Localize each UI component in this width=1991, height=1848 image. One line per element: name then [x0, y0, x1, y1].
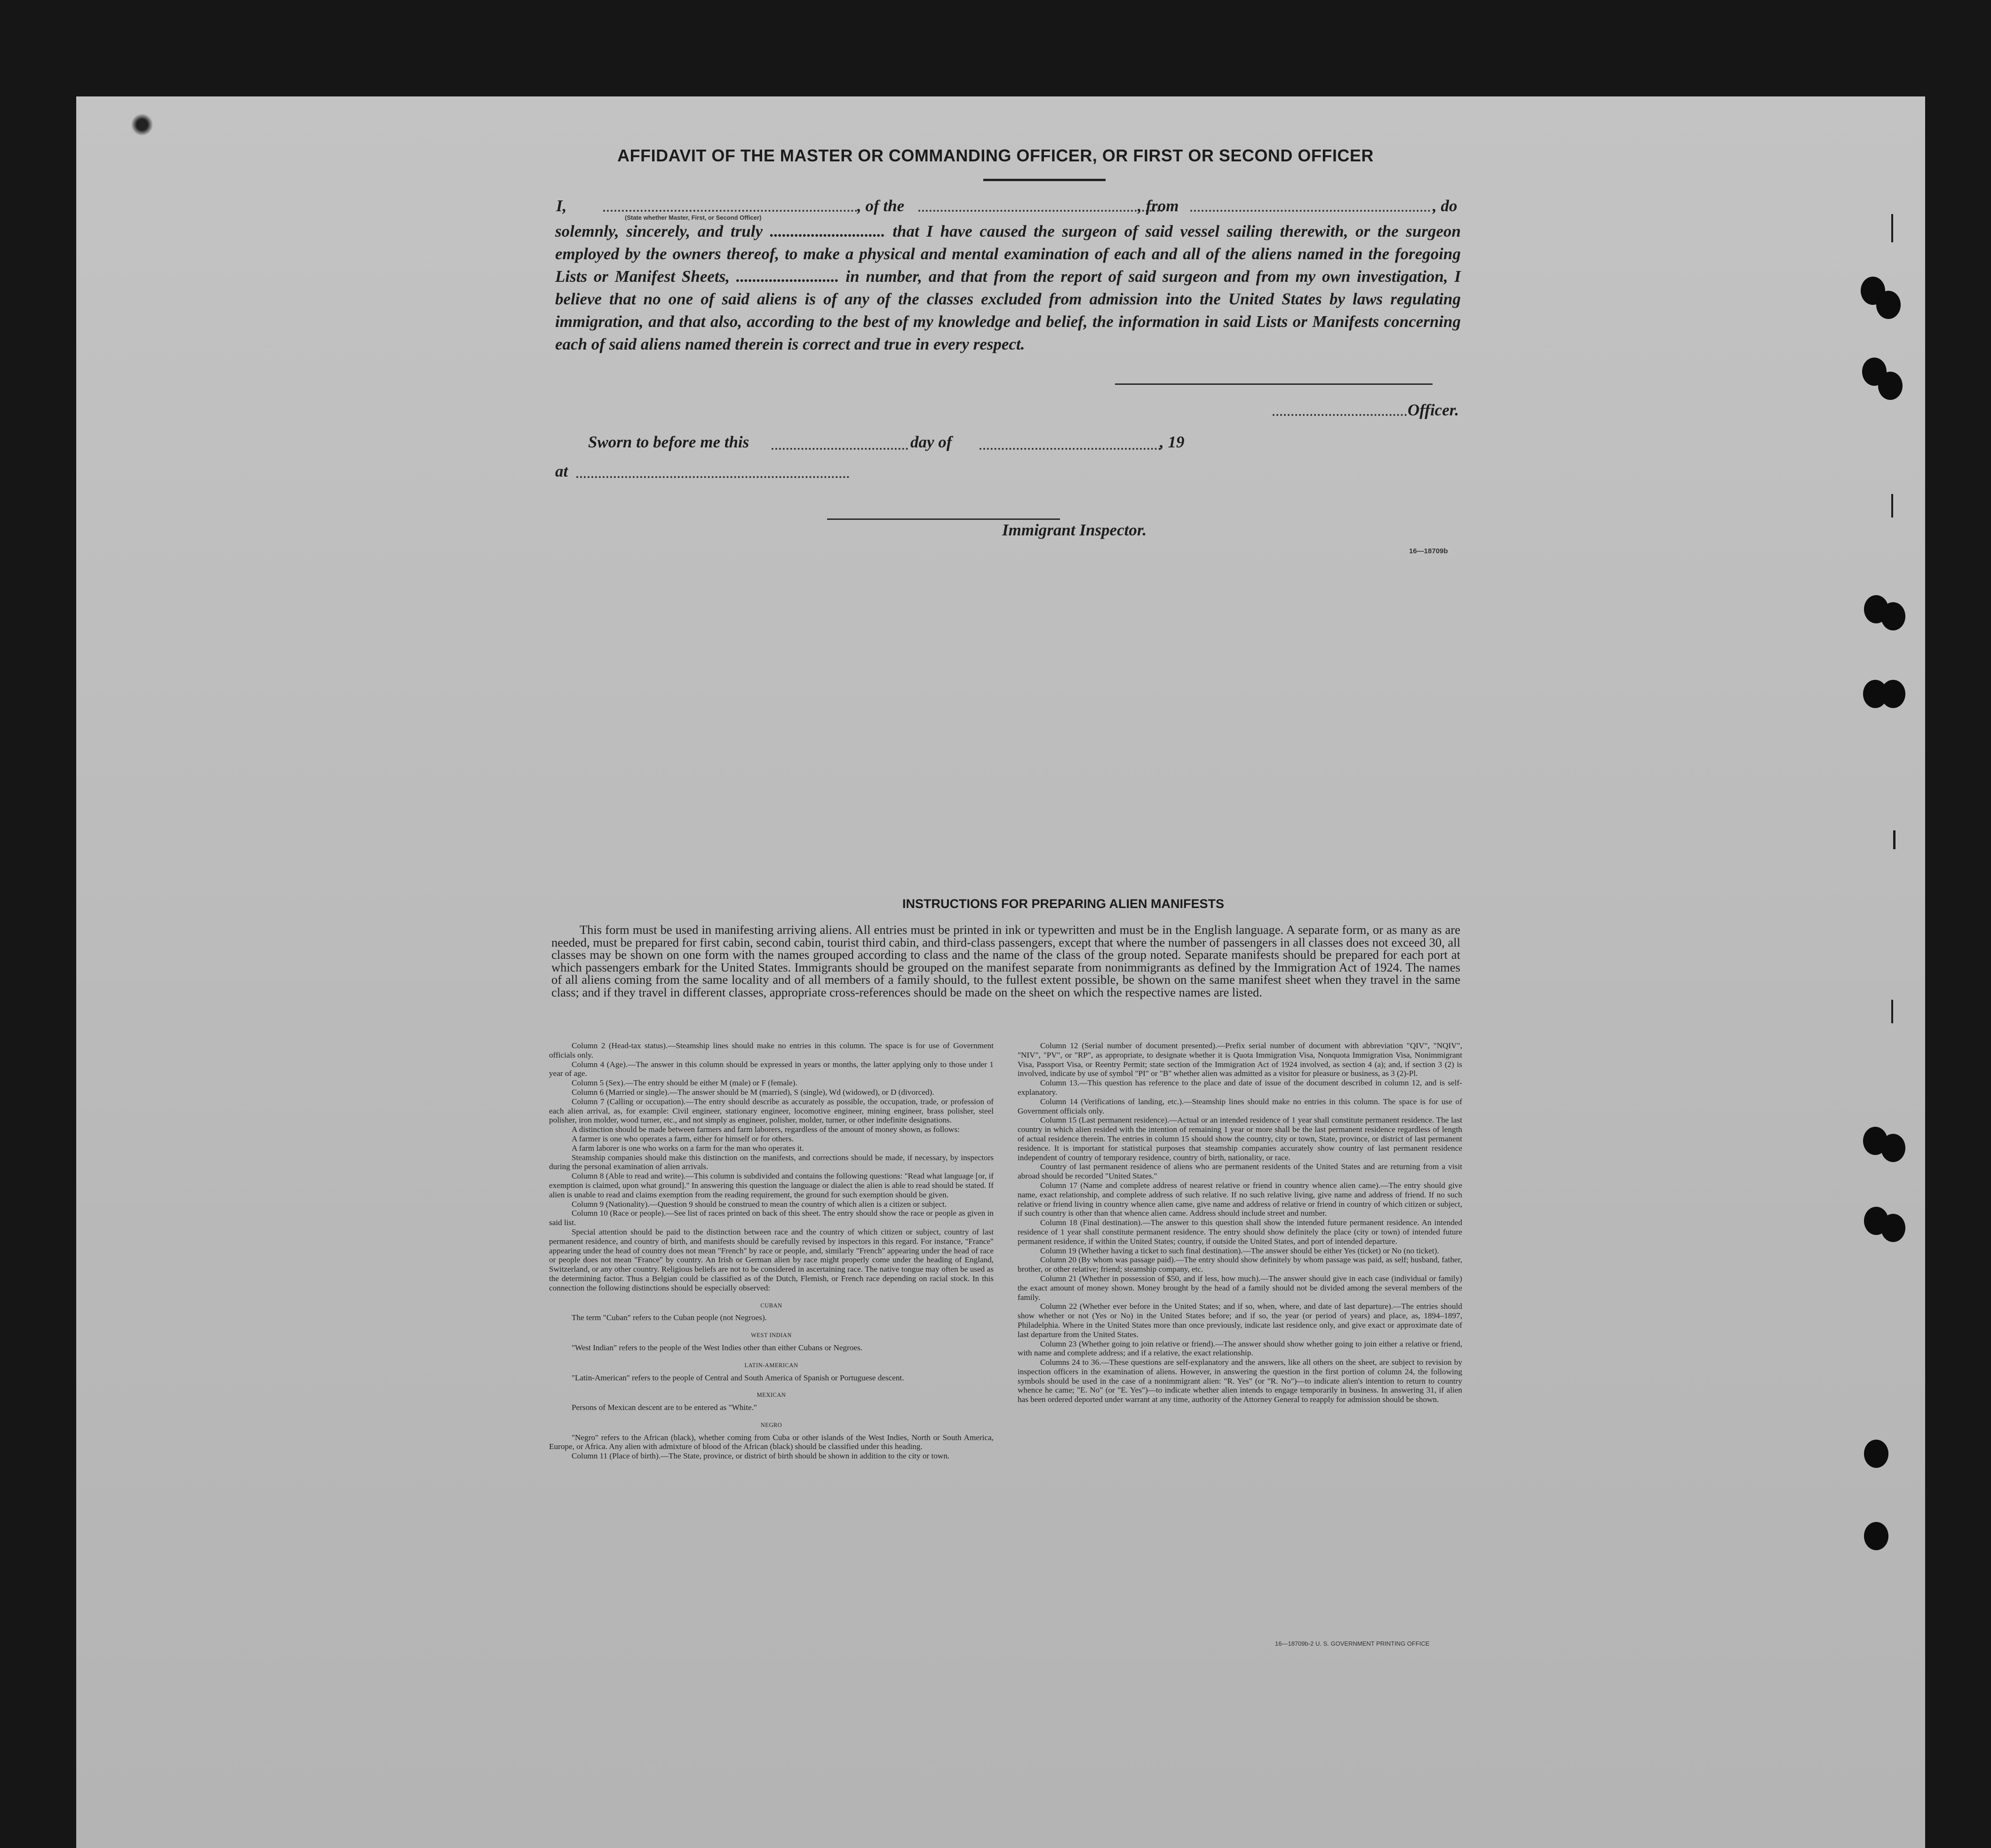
printing-office-note: 16—18709b-2 U. S. GOVERNMENT PRINTING OFFICE [1275, 1640, 1430, 1647]
instruction-paragraph: Country of last permanent residence of aliens who are permanent residents of the United States and are returning from a visit abroad should be recorded "United States." [1018, 1162, 1462, 1181]
punch-hole [1881, 1214, 1905, 1242]
form-number: 16—18709b [1409, 547, 1448, 555]
instruction-paragraph: A distinction should be made between farmers and farm laborers, regardless of the amount of money shown, as follows: [572, 1125, 960, 1134]
instruction-paragraph: Column 10 (Race or people).—See list of races printed on back of this sheet. The entry should show the race or people as given in said list. [549, 1209, 994, 1227]
instruction-paragraph: Column 18 (Final destination).—The answer to this question shall show the intended future permanent residence. An intended residence of 1 year shall constitute permanent residence. The entry should show definitely the place (city or town) of intended future permanent residence, if within the United States; country, if outside the United States, and port of intended departure. [1018, 1218, 1462, 1246]
race-heading-cuban: CUBAN [760, 1302, 782, 1309]
instructions-left-column [549, 1041, 994, 1461]
affidavit-i: I, [556, 197, 567, 215]
officer-rank-field[interactable] [603, 210, 857, 212]
instructions-title: INSTRUCTIONS FOR PREPARING ALIEN MANIFESTS [902, 897, 1225, 911]
race-definition: Persons of Mexican descent are to be entered as "White." [572, 1403, 757, 1412]
of-the-label: , of the [857, 197, 905, 215]
do-label: , do [1433, 197, 1457, 215]
instruction-paragraph: A farmer is one who operates a farm, either for himself or for others. [572, 1134, 794, 1143]
instruction-paragraph: Columns 24 to 36.—These questions are self-explanatory and the answers, like all others on the sheet, are subject to revision by inspection officers in the examination of aliens. However, in answering the question in the first portion of column 24, the following symbols should be used in the case of a nonimmigrant alien: "R. Yes" (or "R. No")—to indicate alien's intention to return to country whence he came; "E. No" (or "E. Yes")—to indicate whether alien intends to engage temporarily in business. In answering 31, if alien has been ordered deported under warrant at any time, authority of the Attorney General to reapply for admission should be shown. [1018, 1358, 1462, 1404]
officer-title-field[interactable] [1273, 414, 1407, 416]
year-label: , 19 [1160, 433, 1185, 451]
instruction-paragraph: Column 8 (Able to read and write).—This column is subdivided and contains the following questions: "Read what language [or, if exemption is claimed, upon what ground]." In answering this question the language or dialect the alien is able to read should be stated. If alien is unable to read and claims exemption from the reading requirement, the ground for such exemption should be given. [549, 1171, 994, 1199]
race-definition: "West Indian" refers to the people of the West Indies other than either Cubans or Negroes. [572, 1343, 863, 1352]
instruction-paragraph: Column 20 (By whom was passage paid).—The entry should show definitely by whom passage was paid, as self; husband, father, brother, or other relative; friend; steamship company, etc. [1018, 1255, 1462, 1274]
instruction-paragraph: Special attention should be paid to the distinction between race and the country of which citizen or subject, country of last permanent residence, and country of birth, and manifests should be carefully revised by inspectors in this regard. For instance, "France" appearing under the head of country does not mean "French" by race or people, and, similarly "French" appearing under the head of race or people does not mean "France" by country. An Irish or German alien by race might properly come under the heading of England, Switzerland, or any other country. Religious beliefs are not to be considered in ascertaining race. The native tongue may often be used as the determining factor. Thus a Belgian could be classified as of the Dutch, Flemish, or French race depending on racial stock. In this connection the following distinctions should be especially observed: [549, 1227, 994, 1292]
instruction-paragraph: Column 11 (Place of birth).—The State, province, or district of birth should be shown in addition to the city or town. [572, 1451, 950, 1461]
officer-label: Officer. [1408, 401, 1459, 419]
punch-hole [1864, 1522, 1888, 1550]
race-heading-west-indian: WEST INDIAN [751, 1332, 792, 1339]
punch-hole [1881, 680, 1905, 708]
instruction-paragraph: Column 13.—This question has reference to the place and date of issue of the document described in column 12, and is self-explanatory. [1018, 1078, 1462, 1097]
punch-hole [1864, 1440, 1888, 1468]
instruction-paragraph: Column 6 (Married or single).—The answer should be M (married), S (single), Wd (widowed), or D (divorced). [572, 1087, 934, 1097]
instruction-paragraph: Column 15 (Last permanent residence).—Actual or an intended residence of 1 year shall constitute permanent residence. The last country in which alien resided with the intention of remaining 1 year or more shall be the last permanent residence regardless of length of actual residence therein. The entries in column 15 should show the country, city or town, State, province, or district of last permanent residence. It is important for statistical purposes that steamship companies accurately show country of last permanent residence independent of country of temporary residence, country of birth, nationality, or race. [1018, 1115, 1462, 1162]
signature-line[interactable] [1115, 383, 1433, 385]
title-underline [983, 179, 1106, 181]
instruction-paragraph: Column 7 (Calling or occupation).—The entry should describe as accurately as possible, the occupation, trade, or profession of each alien arrival, as, for example: Civil engineer, stationary engineer, locomotive engineer, mining engineer, brass polisher, steel polisher, iron molder, wood turner, etc., and not simply as engineer, polisher, molder, turner, or other indefinite designations. [549, 1097, 994, 1125]
edge-mark [1891, 494, 1893, 518]
instruction-paragraph: Column 12 (Serial number of document presented).—Prefix serial number of document with abbreviation "QIV", "NQIV", "NIV", "PV", or "RP", as appropriate, to designate whether it is Quota Immigration Visa, Nonquota Immigration Visa, Nonimmigrant Visa, Passport Visa, or Reentry Permit; state section of the Immigration Act of 1924 involved, as section 4 (a); and, if section 3 (2) is involved, indicate by use of symbol "PI" or "B" whether alien was admitted as a visitor for pleasure or business, as 3 (2)-Pl. [1018, 1041, 1462, 1078]
instruction-paragraph: Column 19 (Whether having a ticket to such final destination).—The answer should be either Yes (ticket) or No (no ticket). [1040, 1246, 1439, 1255]
instruction-paragraph: Column 9 (Nationality).—Question 9 should be construed to mean the country of which alien is a citizen or subject. [572, 1199, 947, 1209]
inspector-signature-line[interactable] [827, 518, 1060, 520]
instructions-right-column [1018, 1041, 1462, 1404]
race-heading-mexican: MEXICAN [757, 1392, 786, 1399]
edge-mark [1891, 214, 1893, 242]
instruction-paragraph: Column 22 (Whether ever before in the United States; and if so, when, where, and date of last departure).—The entries should show whether or not (Yes or No) in the United States before; and if so, the year (or period of years) and place, as, 1894–1897, Philadelphia. Where in the United States more than once previously, indicate last residence only, and give exact or approximate date of last departure from the United States. [1018, 1302, 1462, 1339]
instructions-intro: This form must be used in manifesting arriving aliens. All entries must be printed in ink or typewritten and must be in the English language. A separate form, or as many as are needed, must be prepared for first cabin, second cabin, tourist third cabin, and third-class passengers, except that where the number of passengers in all classes does not exceed 30, all classes may be shown on one form with the names grouped according to class and the name of the class of the group noted. Separate manifests should be prepared for each port at which passengers embark for the United States. Immigrants should be grouped on the manifest separate from nonimmigrants as defined by the Immigration Act of 1924. The names of all aliens coming from the same locality and of all members of a family should, to the fullest extent possible, be shown on the same manifest sheet when they travel in the same class; and if they travel in different classes, appropriate cross-references should be made on the sheet on which the respective names are listed. [551, 923, 1460, 999]
from-label: , from [1138, 197, 1179, 215]
sworn-label: Sworn to before me this [588, 433, 749, 451]
race-heading-negro: NEGRO [760, 1421, 782, 1428]
race-definition: "Latin-American" refers to the people of Central and South America of Spanish or Portuguese descent. [572, 1373, 904, 1382]
race-definition: The term "Cuban" refers to the Cuban people (not Negroes). [572, 1313, 767, 1322]
instruction-paragraph: Column 21 (Whether in possession of $50, and if less, how much).—The answer should give in each case (individual or family) the exact amount of money shown. Money brought by the head of a family should not be divided among the several members of the family. [1018, 1274, 1462, 1302]
instruction-paragraph: Steamship companies should make this distinction on the manifests, and corrections should be made, if necessary, by inspectors during the personal examination of alien arrivals. [549, 1153, 994, 1171]
rank-note: (State whether Master, First, or Second Officer) [625, 214, 762, 221]
sworn-day-field[interactable] [772, 448, 908, 450]
instruction-paragraph: Column 23 (Whether going to join relative or friend).—The answer should show whether going to join either a relative or friend, with name and complete address; and if a relative, the exact relationship. [1018, 1339, 1462, 1358]
race-heading-latin-american: LATIN-AMERICAN [744, 1362, 798, 1369]
punch-hole [1881, 602, 1905, 630]
affidavit-title: AFFIDAVIT OF THE MASTER OR COMMANDING OFFICER, OR FIRST OR SECOND OFFICER [617, 146, 1374, 165]
vessel-name-field[interactable] [918, 210, 1163, 212]
instruction-paragraph: Column 2 (Head-tax status).—Steamship lines should make no entries in this column. The space is for use of Government officials only. [549, 1041, 994, 1059]
instruction-paragraph: A farm laborer is one who works on a farm for the man who operates it. [572, 1143, 804, 1153]
punch-hole [1876, 291, 1901, 319]
instruction-paragraph: Column 4 (Age).—The answer in this column should be expressed in years or months, the latter applying only to those under 1 year of age. [549, 1059, 994, 1078]
from-port-field[interactable] [1190, 210, 1430, 212]
sworn-place-field[interactable] [576, 476, 849, 478]
punch-hole [1881, 1134, 1905, 1162]
sworn-month-field[interactable] [980, 448, 1161, 450]
instruction-paragraph: Column 17 (Name and complete address of nearest relative or friend in country whence alien came).—The entry should give name, exact relationship, and complete address of such relative. If no such relative living, give name and address of friend. If no such relative or friend living in country whence alien came, give name and address of relative or friend in country of which citizen or subject, if such country is other than that whence alien came. Address should include street and number. [1018, 1180, 1462, 1218]
edge-mark [1891, 1000, 1893, 1023]
day-of-label: day of [910, 433, 952, 451]
race-definition: "Negro" refers to the African (black), whether coming from Cuba or other islands of the West Indies, North or South America, Europe, or Africa. Any alien with admixture of blood of the African (black) should be classified under this heading. [549, 1433, 994, 1451]
ink-smudge [128, 113, 156, 136]
punch-hole [1878, 372, 1903, 400]
instruction-paragraph: Column 5 (Sex).—The entry should be either M (male) or F (female). [572, 1078, 797, 1088]
inspector-label: Immigrant Inspector. [1002, 521, 1147, 539]
instruction-paragraph: Column 14 (Verifications of landing, etc.).—Steamship lines should make no entries in this column. The space is for use of Government officials only. [1018, 1097, 1462, 1115]
at-label: at [555, 462, 568, 480]
affidavit-body: solemnly, sincerely, and truly ............................ that I have caused the surgeon of said vessel sailing therewith, or the surgeon employed by the owners thereof, to make a physical and mental examination of each and all of the aliens named in the foregoing Lists or Manifest Sheets, ......................... in number, and that from the report of said surgeon and from my own investigation, I believe that no one of said aliens is of any of the classes excluded from admission into the United States by laws regulating immigration, and that also, according to the best of my knowledge and belief, the information in said Lists or Manifests concerning each of said aliens named therein is correct and true in every respect. [555, 222, 1461, 353]
edge-mark [1893, 830, 1895, 849]
